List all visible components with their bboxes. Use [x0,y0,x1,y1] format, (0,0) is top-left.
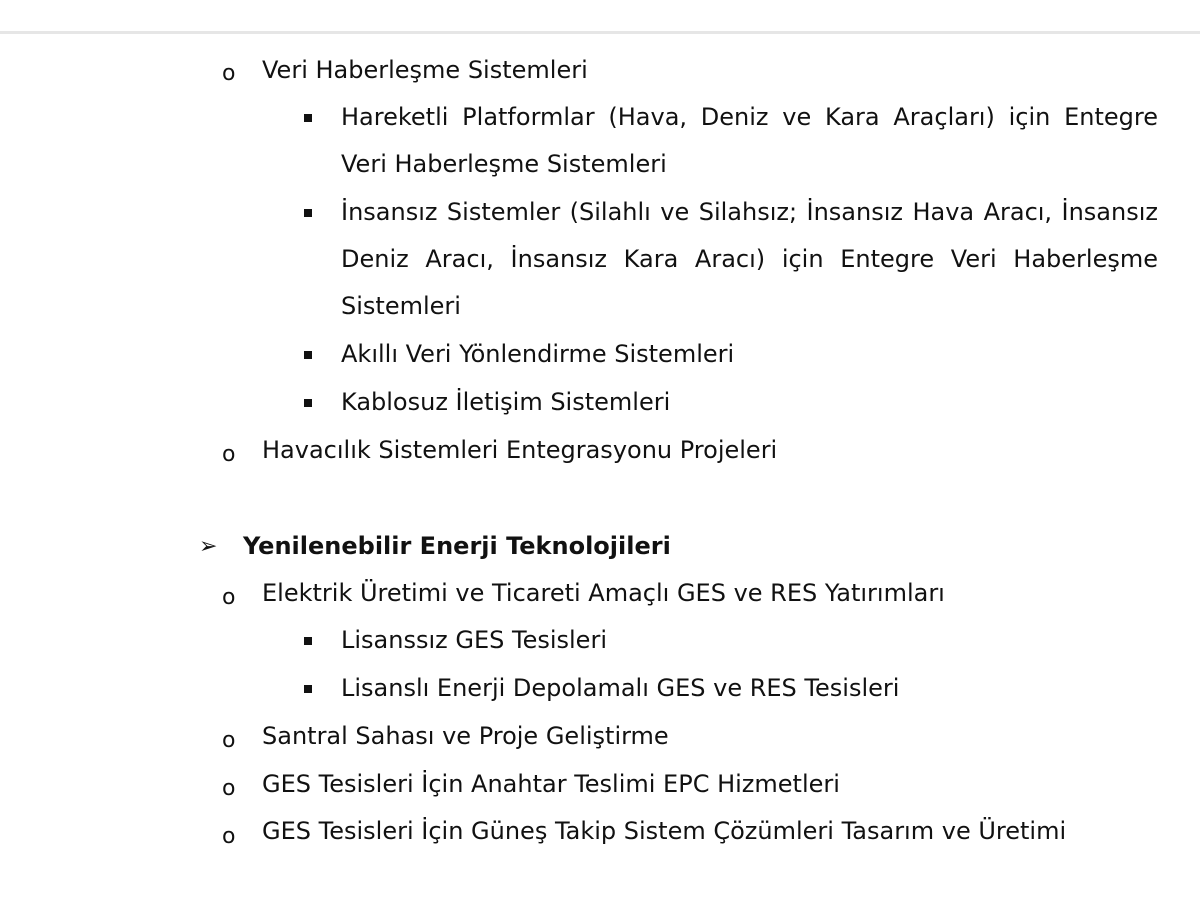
sub-item-hareketli-platformlar: Hareketli Platformlar (Hava, Deniz ve Kara Araçları) için Entegre Veri Haberleşme Sistemleri [341,103,1158,178]
top-divider [0,31,1200,34]
arrow-bullet-icon: ➢ [199,534,218,559]
sub-item-kablosuz-iletisim: Kablosuz İletişim Sistemleri [341,388,671,416]
square-bullet-icon [304,114,312,122]
circle-bullet-icon: o [222,585,236,610]
list-item-havacilik: Havacılık Sistemleri Entegrasyonu Projeleri [262,436,778,464]
square-bullet-icon [304,637,312,645]
sub-item-akilli-veri: Akıllı Veri Yönlendirme Sistemleri [341,340,735,368]
sub-item-lisanssiz-ges: Lisanssız GES Tesisleri [341,626,607,654]
circle-bullet-icon: o [222,61,236,86]
sub-item-insansiz-sistemler: İnsansız Sistemler (Silahlı ve Silahsız; İnsansız Hava Aracı, İnsansız Deniz Aracı, İnsansız Kara Aracı) için Entegre Veri Haberleşme Sistemleri [341,198,1158,320]
list-item-santral-sahasi: Santral Sahası ve Proje Geliştirme [262,722,669,750]
square-bullet-icon [304,351,312,359]
list-item-epc-hizmetleri: GES Tesisleri İçin Anahtar Teslimi EPC Hizmetleri [262,770,840,798]
circle-bullet-icon: o [222,776,236,801]
list-item-elektrik-uretimi: Elektrik Üretimi ve Ticareti Amaçlı GES ve RES Yatırımları [262,579,945,607]
circle-bullet-icon: o [222,728,236,753]
circle-bullet-icon: o [222,824,236,849]
square-bullet-icon [304,685,312,693]
list-item-veri-haberlesme: Veri Haberleşme Sistemleri [262,56,588,84]
square-bullet-icon [304,209,312,217]
square-bullet-icon [304,399,312,407]
list-item-gunes-takip: GES Tesisleri İçin Güneş Takip Sistem Çözümleri Tasarım ve Üretimi [262,817,1067,845]
section-title: Yenilenebilir Enerji Teknolojileri [243,532,671,560]
circle-bullet-icon: o [222,442,236,467]
sub-item-lisansli-enerji: Lisanslı Enerji Depolamalı GES ve RES Tesisleri [341,674,900,702]
